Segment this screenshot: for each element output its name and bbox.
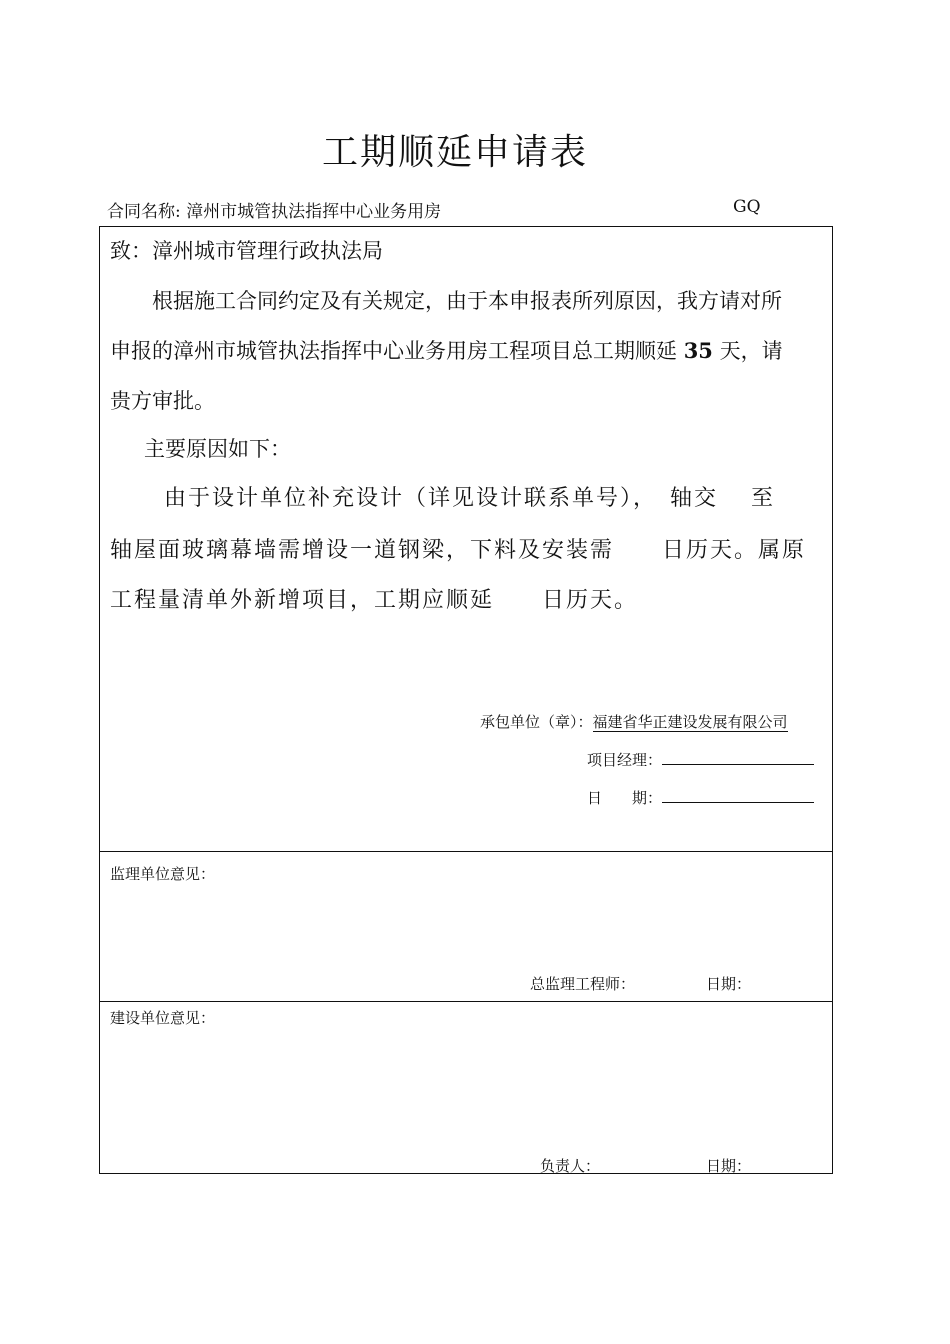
contractor-label: 承包单位（章）： — [480, 713, 593, 731]
addressee: 致：漳州城市管理行政执法局 — [110, 239, 383, 263]
supervisor-date-label: 日期： — [706, 975, 752, 993]
body-line-2-pre: 申报的漳州市城管执法指挥中心业务用房工程项目总工期顺延 — [110, 339, 677, 363]
manager-label: 项目经理： — [587, 751, 663, 769]
supervisor-opinion-label: 监理单位意见： — [110, 865, 216, 883]
contractor-name: 福建省华正建设发展有限公司 — [592, 713, 788, 731]
divider-supervisor — [100, 851, 832, 852]
reason-line-1: 由于设计单位补充设计（详见设计联系单号）， 轴交 至 — [164, 486, 775, 511]
owner-opinion-label: 建设单位意见： — [110, 1009, 216, 1027]
body-line-2-post: 天，请 — [719, 339, 783, 363]
divider-owner — [100, 1001, 832, 1002]
delay-days: 35 — [683, 338, 713, 363]
chief-engineer-label: 总监理工程师： — [530, 975, 636, 993]
application-date-blank — [662, 788, 814, 803]
page-title: 工期顺延申请表 — [321, 132, 588, 173]
reason-line-3: 工程量清单外新增项目，工期应顺延 日历天。 — [110, 588, 639, 613]
contract-name: 合同名称: 漳州市城管执法指挥中心业务用房 — [107, 202, 442, 222]
application-date — [587, 787, 814, 808]
contractor-signature — [480, 711, 788, 732]
body-line-1: 根据施工合同约定及有关规定，由于本申报表所列原因，我方请对所 — [152, 289, 782, 313]
application-date-label: 日 期： — [587, 789, 663, 807]
body-line-3: 贵方审批。 — [110, 389, 215, 413]
body-line-2 — [110, 335, 783, 365]
contract-code: GQ — [733, 197, 761, 217]
reasons-heading: 主要原因如下： — [144, 437, 291, 461]
application-form-table — [99, 226, 833, 1174]
manager-blank — [662, 750, 814, 765]
responsible-person-label: 负责人： — [540, 1157, 601, 1175]
owner-date-label: 日期： — [706, 1157, 752, 1175]
reason-line-2: 轴屋面玻璃幕墙需增设一道钢梁，下料及安装需 日历天。属原 — [110, 538, 807, 563]
project-manager-signature — [587, 749, 814, 770]
